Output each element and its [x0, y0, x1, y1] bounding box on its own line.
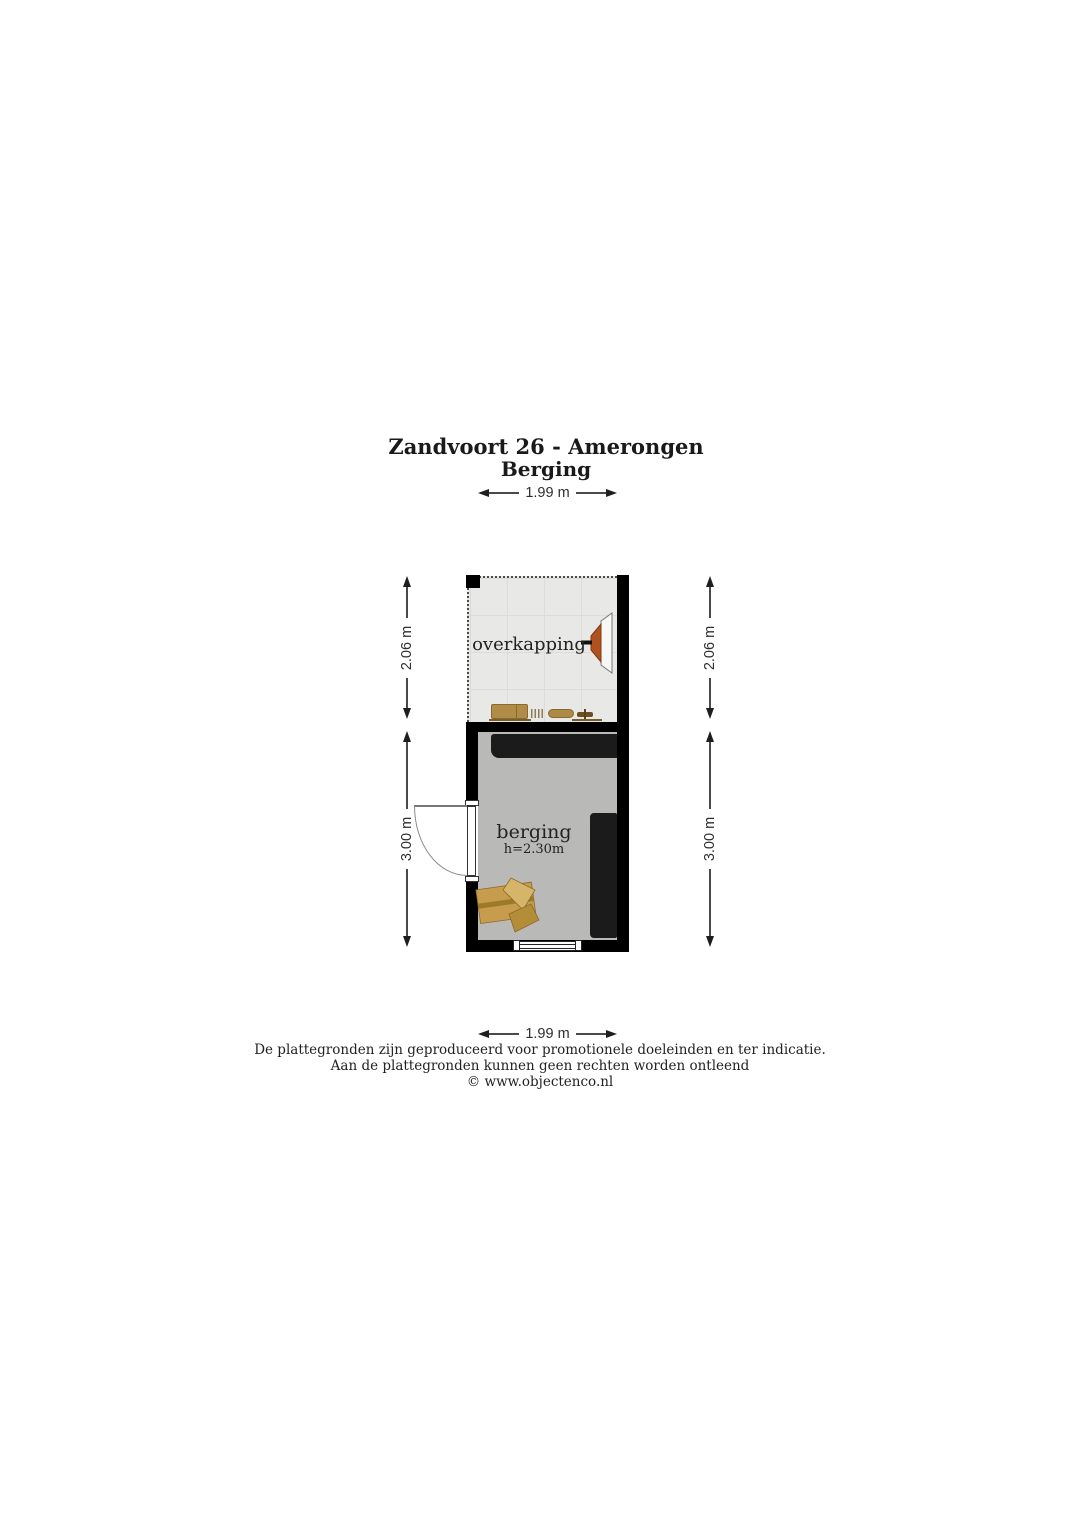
disclaimer-line-3: © www.objectenco.nl [466, 1074, 614, 1090]
small-rack [531, 709, 545, 718]
dimension-line [576, 1033, 606, 1035]
box-base-line [489, 719, 531, 721]
arrow-up-icon [706, 576, 714, 587]
dimension-line [489, 1033, 519, 1035]
page-subtitle: Berging [500, 457, 592, 481]
wall-left-upper [466, 722, 478, 800]
window-jamb-right [575, 940, 582, 951]
dimension-left-berging [399, 731, 415, 947]
dimension-left-overkapping-label: 2.06 m [399, 625, 415, 670]
dimension-line [406, 678, 408, 709]
disclaimer-line-1: De plattegronden zijn geproduceerd voor promotionele doeleinden en ter indicatie. [254, 1042, 826, 1058]
dimension-line [406, 587, 408, 618]
dimension-line [576, 492, 606, 494]
berging-label-block [478, 822, 590, 857]
arrow-left-icon [478, 489, 489, 497]
arrow-down-icon [706, 708, 714, 719]
dimension-line [709, 742, 711, 809]
dimension-right-overkapping-label: 2.06 m [702, 625, 718, 670]
dimension-line [709, 587, 711, 618]
dimension-bottom [478, 1027, 617, 1041]
window-glass [520, 944, 575, 949]
door-leaf [467, 806, 476, 876]
berging-label: berging [496, 821, 572, 843]
cabinet [590, 813, 617, 938]
dimension-line [406, 742, 408, 809]
arrow-right-icon [606, 1030, 617, 1038]
arrow-right-icon [606, 489, 617, 497]
dimension-right-berging-label: 3.00 m [702, 816, 718, 862]
corner-post [466, 575, 480, 588]
dimension-left-berging-label: 3.00 m [399, 816, 415, 862]
dimension-line [709, 869, 711, 936]
dimension-bottom-label: 1.99 m [525, 1026, 570, 1042]
arrow-up-icon [403, 576, 411, 587]
dimension-left-overkapping [399, 576, 415, 719]
arrow-left-icon [478, 1030, 489, 1038]
small-item [577, 712, 593, 717]
arrow-down-icon [403, 936, 411, 947]
page-title: Zandvoort 26 - Amerongen [388, 434, 704, 459]
dimension-top [478, 486, 617, 500]
disclaimer-line-2: Aan de plattegronden kunnen geen rechten worden ontleend [330, 1058, 750, 1074]
dimension-right-berging [702, 731, 718, 947]
dimension-right-overkapping [702, 576, 718, 719]
arrow-down-icon [403, 708, 411, 719]
arrow-up-icon [403, 731, 411, 742]
wall-divider [466, 722, 629, 732]
dimension-line [709, 678, 711, 709]
storage-box [491, 704, 528, 719]
berging-ceiling-height: h=2.30m [503, 842, 565, 857]
workbench-counter [491, 734, 617, 758]
wall-right [617, 575, 629, 952]
overkapping-label: overkapping [472, 634, 586, 655]
arrow-down-icon [706, 936, 714, 947]
window [519, 941, 576, 951]
log-item [548, 709, 574, 718]
disclaimer [0, 1042, 1080, 1090]
wood-pile [473, 876, 547, 940]
arrow-up-icon [706, 731, 714, 742]
dimension-top-label: 1.99 m [525, 485, 570, 501]
title-block [6, 436, 1080, 480]
dimension-line [489, 492, 519, 494]
dimension-line [406, 869, 408, 936]
item-base-line [572, 719, 602, 721]
